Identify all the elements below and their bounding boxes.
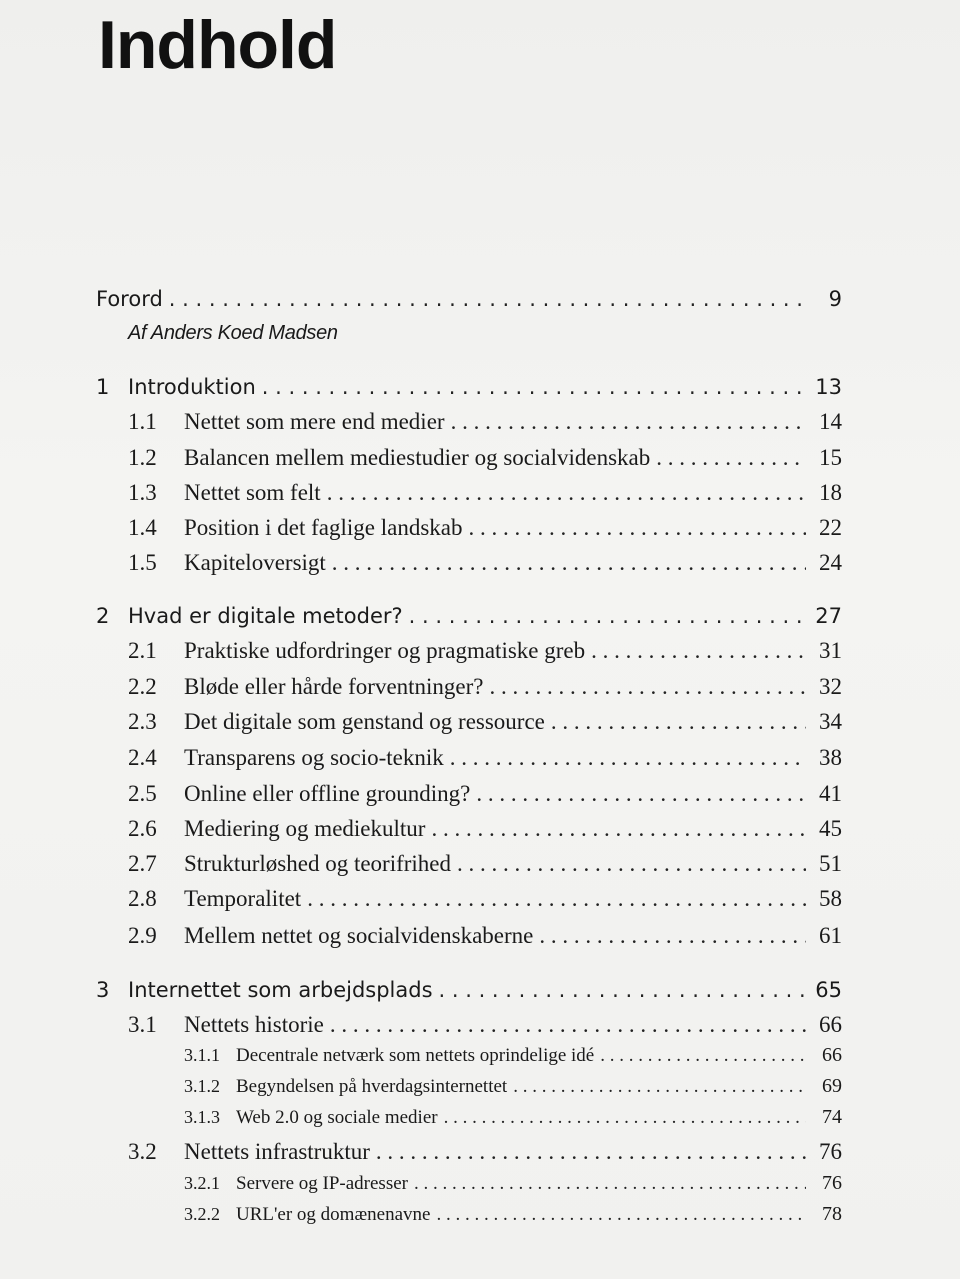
toc-page-number: 76 <box>819 1139 842 1164</box>
toc-entry-forord[interactable] <box>96 287 842 311</box>
toc-entry-label: Position i det faglige landskab <box>184 515 463 540</box>
toc-section-1-3[interactable] <box>96 480 842 506</box>
toc-entry-label: Nettets historie <box>184 1012 324 1037</box>
toc-page-number: 9 <box>828 287 842 311</box>
toc-page-number: 74 <box>822 1106 842 1128</box>
toc-page-number: 38 <box>819 745 842 770</box>
dot-leader <box>457 851 806 877</box>
toc-page-number: 24 <box>819 550 842 575</box>
toc-entry-label: Transparens og socio-teknik <box>184 745 444 770</box>
dot-leader <box>600 1045 806 1067</box>
toc-subsection-3-2-1[interactable] <box>96 1172 842 1195</box>
toc-entry-label: Det digitale som genstand og ressource <box>184 709 545 734</box>
toc-entry-label: Internettet som arbejdsplads <box>128 978 433 1002</box>
toc-page-number: 41 <box>819 781 842 806</box>
toc-entry-label: Nettet som felt <box>184 480 321 505</box>
toc-entry-label: Begyndelsen på hverdagsinternettet <box>236 1076 508 1097</box>
toc-section-3-2[interactable] <box>96 1139 842 1165</box>
toc-entry-number: 3.1.1 <box>184 1045 220 1065</box>
toc-section-2-4[interactable] <box>96 745 842 771</box>
toc-entry-number: 3.1 <box>128 1012 157 1037</box>
toc-entry-label: Forord <box>96 287 163 311</box>
dot-leader <box>591 638 806 664</box>
toc-chapter-3[interactable] <box>96 978 842 1002</box>
toc-entry-number: 1.3 <box>128 480 157 505</box>
toc-entry-label: Temporalitet <box>184 886 302 911</box>
toc-entry-number: 2.7 <box>128 851 157 876</box>
toc-entry-label: Decentrale netværk som nettets oprindelige idé <box>236 1045 595 1066</box>
toc-chapter-1[interactable] <box>96 375 842 399</box>
toc-page-number: 14 <box>819 409 842 434</box>
toc-entry-label: Hvad er digitale metoder? <box>128 604 403 628</box>
author-credit: Af Anders Koed Madsen <box>128 322 338 344</box>
dot-leader <box>551 709 806 735</box>
dot-leader <box>330 1012 806 1038</box>
toc-entry-number: 1.2 <box>128 445 157 470</box>
page-title: Indhold <box>98 7 337 83</box>
toc-page-number: 22 <box>819 515 842 540</box>
toc-entry-label: Online eller offline grounding? <box>184 781 471 806</box>
toc-page-number: 34 <box>819 709 842 734</box>
toc-section-2-7[interactable] <box>96 851 842 877</box>
dot-leader <box>451 409 806 435</box>
dot-leader <box>431 816 806 842</box>
toc-page-number: 32 <box>819 674 842 699</box>
toc-section-2-1[interactable] <box>96 638 842 664</box>
toc-section-2-5[interactable] <box>96 781 842 807</box>
toc-entry-label: Introduktion <box>128 375 256 399</box>
toc-entry-number: 2.6 <box>128 816 157 841</box>
toc-entry-number: 2.3 <box>128 709 157 734</box>
toc-page-number: 78 <box>822 1203 842 1225</box>
toc-section-3-1[interactable] <box>96 1012 842 1038</box>
toc-subsection-3-1-1[interactable] <box>96 1044 842 1067</box>
toc-page-number: 69 <box>822 1075 842 1097</box>
toc-page-number: 45 <box>819 816 842 841</box>
toc-entry-number: 1 <box>96 375 110 399</box>
toc-entry-number: 2.9 <box>128 923 157 948</box>
toc-chapter-2[interactable] <box>96 604 842 628</box>
toc-section-1-1[interactable] <box>96 409 842 435</box>
dot-leader <box>409 604 806 628</box>
toc-entry-number: 2.8 <box>128 886 157 911</box>
toc-entry-number: 1.4 <box>128 515 157 540</box>
dot-leader <box>656 445 806 471</box>
toc-page-number: 13 <box>815 375 842 399</box>
toc-entry-number: 3 <box>96 978 110 1002</box>
toc-section-2-8[interactable] <box>96 886 842 912</box>
toc-page-number: 27 <box>815 604 842 628</box>
dot-leader <box>539 923 806 949</box>
toc-subsection-3-1-2[interactable] <box>96 1075 842 1098</box>
toc-entry-number: 1.1 <box>128 409 157 434</box>
toc-section-1-4[interactable] <box>96 515 842 541</box>
toc-entry-label: Nettet som mere end medier <box>184 409 445 434</box>
toc-page-number: 15 <box>819 445 842 470</box>
toc-entry-number: 2.2 <box>128 674 157 699</box>
toc-entry-label: Web 2.0 og sociale medier <box>236 1107 438 1128</box>
toc-page-number: 18 <box>819 480 842 505</box>
toc-entry-number: 2 <box>96 604 110 628</box>
dot-leader <box>327 480 806 506</box>
toc-entry-label: Balancen mellem mediestudier og socialvidenskab <box>184 445 651 470</box>
toc-section-2-9[interactable] <box>96 923 842 949</box>
dot-leader <box>307 886 806 912</box>
toc-section-2-2[interactable] <box>96 674 842 700</box>
toc-section-1-2[interactable] <box>96 445 842 471</box>
dot-leader <box>476 781 806 807</box>
toc-subsection-3-2-2[interactable] <box>96 1203 842 1226</box>
dot-leader <box>469 515 806 541</box>
toc-entry-number: 2.1 <box>128 638 157 663</box>
toc-section-1-5[interactable] <box>96 550 842 576</box>
toc-section-2-6[interactable] <box>96 816 842 842</box>
toc-entry-number: 2.4 <box>128 745 157 770</box>
toc-page-number: 51 <box>819 851 842 876</box>
dot-leader <box>414 1173 806 1195</box>
toc-page-number: 65 <box>815 978 842 1002</box>
toc-page-number: 76 <box>822 1172 842 1194</box>
toc-page-number: 66 <box>819 1012 842 1037</box>
toc-entry-label: Nettets infrastruktur <box>184 1139 370 1164</box>
toc-page-number: 58 <box>819 886 842 911</box>
toc-entry-number: 3.1.3 <box>184 1107 220 1127</box>
dot-leader <box>490 674 806 700</box>
toc-subsection-3-1-3[interactable] <box>96 1106 842 1129</box>
toc-entry-label: Servere og IP-adresser <box>236 1173 408 1194</box>
toc-page-number: 31 <box>819 638 842 663</box>
dot-leader <box>513 1076 806 1098</box>
dot-leader <box>262 375 806 399</box>
toc-entry-label: Praktiske udfordringer og pragmatiske greb <box>184 638 586 663</box>
toc-page-number: 66 <box>822 1044 842 1066</box>
toc-entry-number: 2.5 <box>128 781 157 806</box>
toc-entry-number: 3.1.2 <box>184 1076 220 1096</box>
toc-entry-label: Mellem nettet og socialvidenskaberne <box>184 923 534 948</box>
toc-entry-number: 3.2.2 <box>184 1204 220 1224</box>
toc-entry-number: 3.2.1 <box>184 1173 220 1193</box>
dot-leader <box>436 1204 806 1226</box>
toc-entry-label: Mediering og mediekultur <box>184 816 426 841</box>
toc-entry-label: Strukturløshed og teorifrihed <box>184 851 452 876</box>
toc-entry-label: URL'er og domænenavne <box>236 1204 431 1225</box>
dot-leader <box>169 287 806 311</box>
dot-leader <box>332 550 806 576</box>
toc-page-number: 61 <box>819 923 842 948</box>
toc-entry-number: 1.5 <box>128 550 157 575</box>
dot-leader <box>444 1107 806 1129</box>
toc-entry-label: Kapiteloversigt <box>184 550 326 575</box>
toc-entry-number: 3.2 <box>128 1139 157 1164</box>
dot-leader <box>450 745 806 771</box>
dot-leader <box>439 978 806 1002</box>
toc-entry-label: Bløde eller hårde forventninger? <box>184 674 484 699</box>
dot-leader <box>376 1139 806 1165</box>
toc-section-2-3[interactable] <box>96 709 842 735</box>
